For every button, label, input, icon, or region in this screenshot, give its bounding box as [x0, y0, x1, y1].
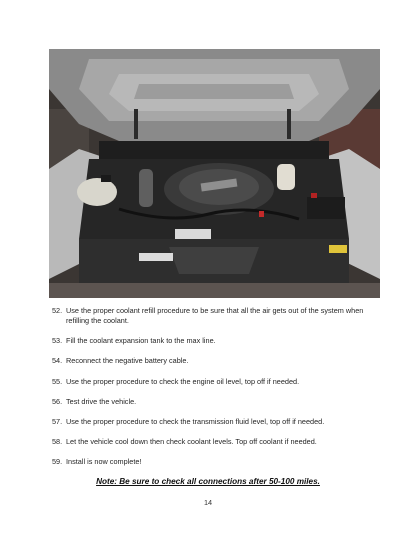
step-57	[52, 417, 372, 427]
step-55	[52, 377, 372, 387]
step-number: 57.	[52, 417, 63, 426]
step-number: 52.	[52, 306, 63, 315]
step-54	[52, 356, 372, 366]
step-59	[52, 457, 372, 467]
step-text: Fill the coolant expansion tank to the max line.	[66, 336, 216, 345]
connection-check-note: Note: Be sure to check all connections after 50-100 miles.	[96, 477, 320, 486]
step-number: 56.	[52, 397, 63, 406]
step-56	[52, 397, 372, 407]
step-number: 53.	[52, 336, 63, 345]
engine-bay-illustration	[49, 49, 380, 298]
step-number: 55.	[52, 377, 63, 386]
step-text: Use the proper procedure to check the transmission fluid level, top off if needed.	[66, 417, 325, 426]
step-text: Install is now complete!	[66, 457, 142, 466]
page-number: 14	[203, 498, 213, 507]
step-text: Use the proper procedure to check the engine oil level, top off if needed.	[66, 377, 300, 386]
step-text: Reconnect the negative battery cable.	[66, 356, 189, 365]
step-text: Test drive the vehicle.	[66, 397, 137, 406]
step-number: 59.	[52, 457, 63, 466]
step-53	[52, 336, 372, 346]
engine-bay-photo	[49, 49, 380, 298]
step-number: 54.	[52, 356, 63, 365]
step-58	[52, 437, 372, 447]
step-text: Use the proper coolant refill procedure to be sure that all the air gets out of the system when refilling the coolant.	[66, 306, 364, 325]
step-number: 58.	[52, 437, 63, 446]
step-52	[52, 306, 372, 326]
step-text: Let the vehicle cool down then check coolant levels. Top off coolant if needed.	[66, 437, 317, 446]
